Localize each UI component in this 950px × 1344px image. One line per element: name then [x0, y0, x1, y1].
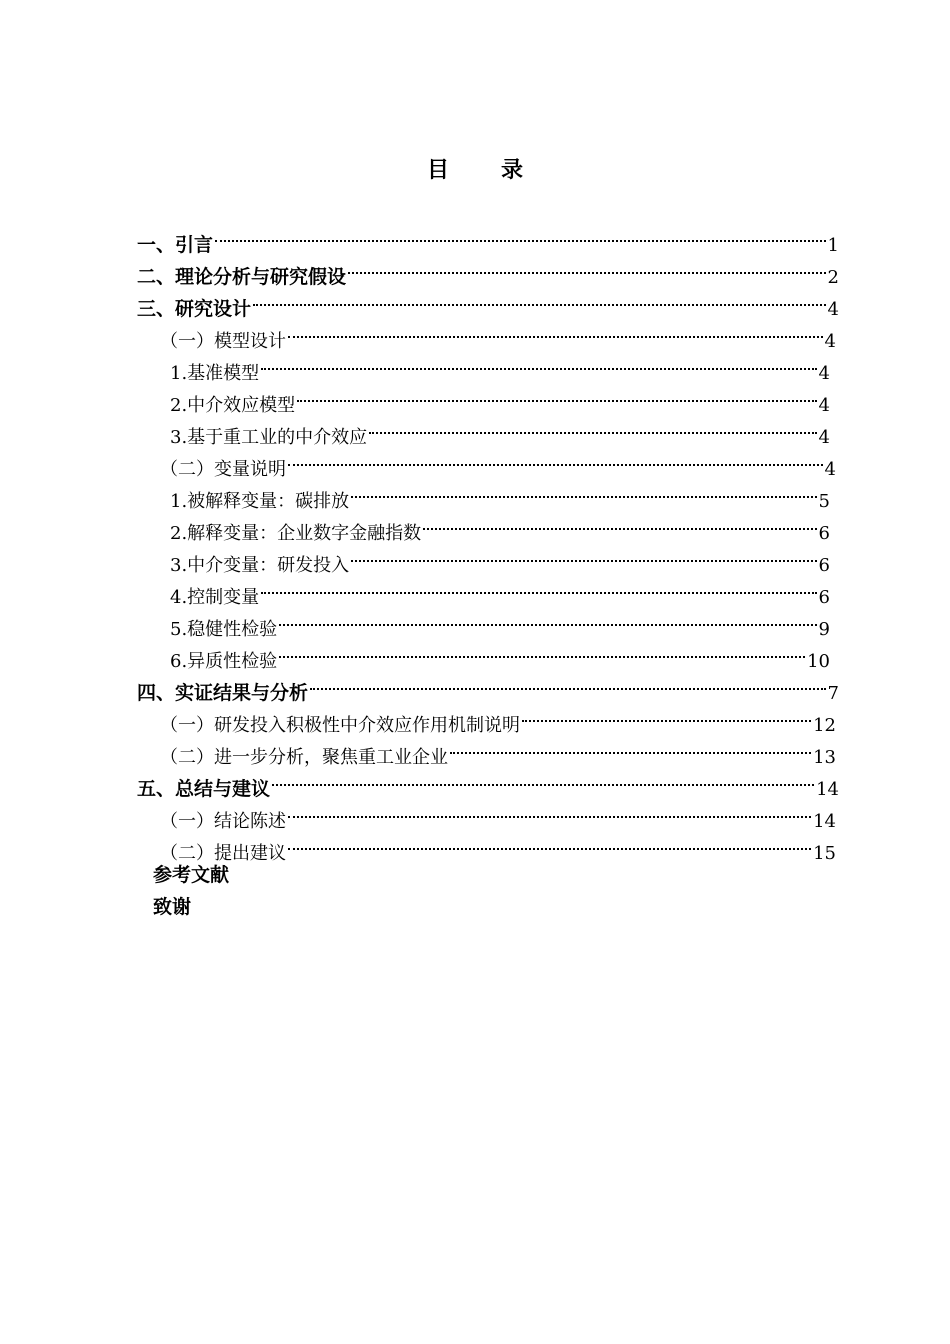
dot-leader: [288, 795, 811, 827]
toc-entry[interactable]: [137, 667, 839, 704]
dot-leader: [522, 699, 811, 731]
toc-entry-page: 2: [827, 267, 839, 288]
toc-entry[interactable]: [170, 507, 830, 544]
toc-entry[interactable]: [170, 347, 830, 384]
toc-entry-page: 4: [824, 331, 836, 352]
toc-entry-label: 4.控制变量: [170, 587, 260, 608]
dot-leader: [253, 283, 826, 315]
toc-entry-page: 13: [813, 747, 836, 768]
dot-leader: [215, 219, 826, 251]
dot-leader: [310, 667, 826, 699]
toc-entry-label: 3.基于重工业的中介效应: [170, 427, 368, 448]
toc-entry[interactable]: [170, 475, 830, 512]
toc-entry[interactable]: [170, 411, 830, 448]
toc-entry-page: 6: [818, 555, 830, 576]
references-entry[interactable]: 参考文献: [153, 864, 230, 886]
dot-leader: [348, 251, 826, 283]
toc-entry-page: 4: [827, 299, 839, 320]
toc-entry-label: （一）研发投入积极性中介效应作用机制说明: [160, 715, 520, 736]
toc-entry-page: 14: [816, 779, 839, 800]
acknowledgements-entry[interactable]: 致谢: [153, 896, 192, 918]
toc-entry[interactable]: [137, 763, 839, 800]
toc-entry[interactable]: [160, 315, 836, 352]
toc-entry[interactable]: [160, 699, 836, 736]
toc-entry-page: 4: [824, 459, 836, 480]
toc-entry[interactable]: [170, 571, 830, 608]
dot-leader: [369, 411, 816, 443]
toc-entry-page: 9: [818, 619, 830, 640]
toc-entry-page: 12: [813, 715, 836, 736]
dot-leader: [423, 507, 816, 539]
toc-entry-page: 15: [813, 843, 836, 864]
toc-entry-label: 1.基准模型: [170, 363, 260, 384]
dot-leader: [261, 347, 816, 379]
dot-leader: [450, 731, 811, 763]
toc-entry-label: 1.被解释变量：碳排放: [170, 491, 350, 512]
toc-entry-page: 7: [827, 683, 839, 704]
toc-entry-label: （一）模型设计: [160, 331, 286, 352]
toc-entry-label: （一）结论陈述: [160, 811, 286, 832]
toc-entry-label: 2.解释变量：企业数字金融指数: [170, 523, 422, 544]
toc-entry-page: 14: [813, 811, 836, 832]
toc-entry-label: 3.中介变量：研发投入: [170, 555, 350, 576]
toc-entry[interactable]: [170, 379, 830, 416]
toc-entry-label: （二）提出建议: [160, 843, 286, 864]
toc-entry[interactable]: [170, 635, 830, 672]
toc-entry-label: 2.中介效应模型: [170, 395, 296, 416]
toc-entry-label: 5.稳健性检验: [170, 619, 278, 640]
toc-entry-page: 1: [827, 235, 839, 256]
title-part-1: 目: [426, 158, 449, 183]
dot-leader: [297, 379, 816, 411]
dot-leader: [279, 603, 816, 635]
toc-entry[interactable]: [137, 251, 839, 288]
toc-entry[interactable]: [160, 731, 836, 768]
toc-entry-page: 5: [818, 491, 830, 512]
dot-leader: [279, 635, 805, 667]
toc-entry-page: 4: [818, 363, 830, 384]
toc-entry-page: 10: [807, 651, 830, 672]
toc-entry-page: 4: [818, 395, 830, 416]
title-part-2: 录: [501, 158, 524, 183]
toc-entry-label: 6.异质性检验: [170, 651, 278, 672]
toc-entry[interactable]: [137, 283, 839, 320]
toc-entry-page: 6: [818, 523, 830, 544]
toc-entry-page: 4: [818, 427, 830, 448]
toc-entry[interactable]: [160, 443, 836, 480]
toc-entry-page: 6: [818, 587, 830, 608]
toc-entry[interactable]: [160, 795, 836, 832]
toc-entry[interactable]: [160, 827, 836, 864]
dot-leader: [261, 571, 816, 603]
toc-entry[interactable]: [170, 539, 830, 576]
dot-leader: [351, 475, 816, 507]
dot-leader: [288, 827, 811, 859]
page-title: [0, 155, 950, 187]
toc-entry-label: 二、理论分析与研究假设: [137, 266, 347, 288]
toc-entry-label: 一、引言: [137, 234, 214, 256]
dot-leader: [288, 315, 823, 347]
toc-entry-label: 五、总结与建议: [137, 778, 271, 800]
toc-entry-label: （二）进一步分析，聚焦重工业企业: [160, 747, 448, 768]
dot-leader: [351, 539, 816, 571]
toc-entry-label: 四、实证结果与分析: [137, 682, 309, 704]
dot-leader: [272, 763, 814, 795]
toc-entry-label: （二）变量说明: [160, 459, 286, 480]
toc-entry-label: 三、研究设计: [137, 298, 252, 320]
dot-leader: [288, 443, 823, 475]
toc-entry[interactable]: [137, 219, 839, 256]
toc-entry[interactable]: [170, 603, 830, 640]
